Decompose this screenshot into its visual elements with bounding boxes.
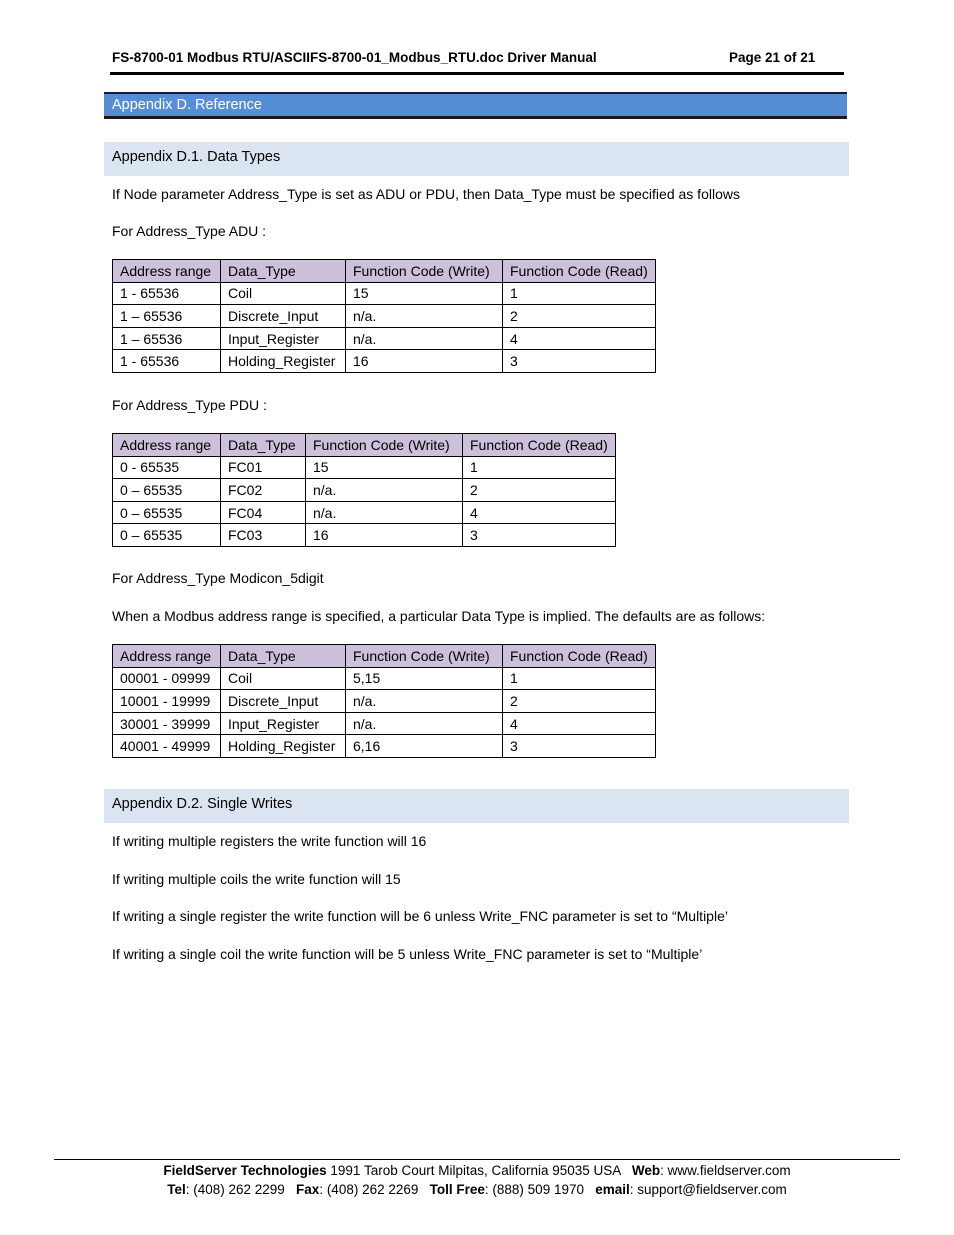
table-cell: n/a.	[346, 327, 503, 350]
column-header: Data_Type	[221, 434, 306, 457]
single-writes-p1: If writing multiple registers the write function will 16	[112, 833, 427, 849]
table-cell: 0 - 65535	[113, 456, 221, 479]
table-cell: 1 - 65536	[113, 282, 221, 305]
column-header: Function Code (Read)	[503, 260, 656, 283]
table-cell: 1 - 65536	[113, 350, 221, 373]
table-cell: 2	[463, 479, 616, 502]
table-cell: 4	[463, 501, 616, 524]
adu-table	[112, 259, 656, 373]
footer-company: FieldServer Technologies	[163, 1163, 327, 1178]
footer-tollfree-label: Toll Free	[429, 1182, 485, 1197]
table-row	[113, 479, 616, 502]
table-row	[113, 456, 616, 479]
table-cell: 4	[503, 327, 656, 350]
table-cell: 2	[503, 690, 656, 713]
table-cell: n/a.	[346, 712, 503, 735]
footer-rule	[54, 1159, 900, 1160]
footer-tollfree: : (888) 509 1970	[484, 1182, 596, 1197]
modicon-intro: When a Modbus address range is specified, a particular Data Type is implied. The defaults are as follows:	[112, 608, 766, 624]
table-row	[113, 350, 656, 373]
table-cell: n/a.	[306, 501, 463, 524]
pdu-table	[112, 433, 616, 547]
table-cell: 30001 - 39999	[113, 712, 221, 735]
table-cell: Discrete_Input	[221, 690, 346, 713]
table-cell: n/a.	[346, 690, 503, 713]
table-cell: Coil	[221, 282, 346, 305]
pdu-label: For Address_Type PDU :	[112, 397, 267, 413]
table-cell: 1	[463, 456, 616, 479]
appendix-heading: Appendix D. Reference	[112, 97, 262, 113]
table-cell: Holding_Register	[221, 350, 346, 373]
table-cell: 6,16	[346, 735, 503, 758]
table-cell: n/a.	[306, 479, 463, 502]
modicon-table	[112, 644, 656, 758]
table-cell: FC03	[221, 524, 306, 547]
footer-email-label: email	[595, 1182, 630, 1197]
footer-tel-label: Tel	[167, 1182, 186, 1197]
table-cell: 0 – 65535	[113, 479, 221, 502]
footer-fax-label: Fax	[296, 1182, 320, 1197]
footer-fax: : (408) 262 2269	[319, 1182, 430, 1197]
table-cell: 3	[503, 350, 656, 373]
table-cell: 15	[306, 456, 463, 479]
table-row	[113, 282, 656, 305]
footer-line-1	[0, 1163, 954, 1178]
table-cell: 1 – 65536	[113, 305, 221, 328]
table-cell: 40001 - 49999	[113, 735, 221, 758]
table-cell: 00001 - 09999	[113, 667, 221, 690]
header-rule	[110, 72, 844, 75]
column-header: Address range	[113, 260, 221, 283]
footer-email[interactable]: : support@fieldserver.com	[629, 1182, 787, 1197]
footer-address: 1991 Tarob Court Milpitas, California 95035 USA	[326, 1163, 632, 1178]
table-row	[113, 735, 656, 758]
table-row	[113, 524, 616, 547]
document-title: FS-8700-01 Modbus RTU/ASCIIFS-8700-01_Modbus_RTU.doc Driver Manual	[112, 50, 597, 65]
column-header: Function Code (Write)	[306, 434, 463, 457]
column-header: Function Code (Read)	[463, 434, 616, 457]
table-cell: 16	[346, 350, 503, 373]
column-header: Data_Type	[221, 645, 346, 668]
table-cell: 1	[503, 282, 656, 305]
column-header: Function Code (Write)	[346, 645, 503, 668]
section-d1-title: Appendix D.1. Data Types	[112, 149, 281, 165]
column-header: Address range	[113, 434, 221, 457]
table-cell: Holding_Register	[221, 735, 346, 758]
table-cell: FC04	[221, 501, 306, 524]
table-cell: Input_Register	[221, 327, 346, 350]
column-header: Data_Type	[221, 260, 346, 283]
table-cell: Discrete_Input	[221, 305, 346, 328]
adu-label: For Address_Type ADU :	[112, 223, 267, 239]
page-number: Page 21 of 21	[729, 50, 816, 65]
column-header: Function Code (Read)	[503, 645, 656, 668]
footer-web[interactable]: : www.fieldserver.com	[660, 1163, 791, 1178]
table-cell: n/a.	[346, 305, 503, 328]
table-header-row	[113, 434, 616, 457]
single-writes-p2: If writing multiple coils the write function will 15	[112, 871, 401, 887]
table-row	[113, 667, 656, 690]
table-cell: 4	[503, 712, 656, 735]
table-cell: 10001 - 19999	[113, 690, 221, 713]
table-cell: 3	[463, 524, 616, 547]
table-cell: 2	[503, 305, 656, 328]
single-writes-p3: If writing a single register the write function will be 6 unless Write_FNC parameter is set to “Multiple’	[112, 908, 728, 924]
table-header-row	[113, 260, 656, 283]
column-header: Address range	[113, 645, 221, 668]
table-cell: 16	[306, 524, 463, 547]
table-cell: 15	[346, 282, 503, 305]
table-cell: 0 – 65535	[113, 524, 221, 547]
table-cell: 0 – 65535	[113, 501, 221, 524]
table-cell: 1	[503, 667, 656, 690]
table-row	[113, 501, 616, 524]
table-row	[113, 712, 656, 735]
table-cell: Input_Register	[221, 712, 346, 735]
section-d2-title: Appendix D.2. Single Writes	[112, 796, 293, 812]
table-header-row	[113, 645, 656, 668]
table-cell: FC02	[221, 479, 306, 502]
table-cell: 1 – 65536	[113, 327, 221, 350]
table-row	[113, 690, 656, 713]
column-header: Function Code (Write)	[346, 260, 503, 283]
table-cell: FC01	[221, 456, 306, 479]
table-cell: Coil	[221, 667, 346, 690]
footer-line-2	[0, 1182, 954, 1197]
table-cell: 3	[503, 735, 656, 758]
table-row	[113, 305, 656, 328]
footer-tel: : (408) 262 2299	[185, 1182, 297, 1197]
data-types-intro: If Node parameter Address_Type is set as ADU or PDU, then Data_Type must be specified as follows	[112, 186, 740, 202]
footer-web-label: Web	[631, 1163, 661, 1178]
modicon-label: For Address_Type Modicon_5digit	[112, 570, 324, 586]
table-cell: 5,15	[346, 667, 503, 690]
table-row	[113, 327, 656, 350]
single-writes-p4: If writing a single coil the write function will be 5 unless Write_FNC parameter is set to “Multiple’	[112, 946, 703, 962]
